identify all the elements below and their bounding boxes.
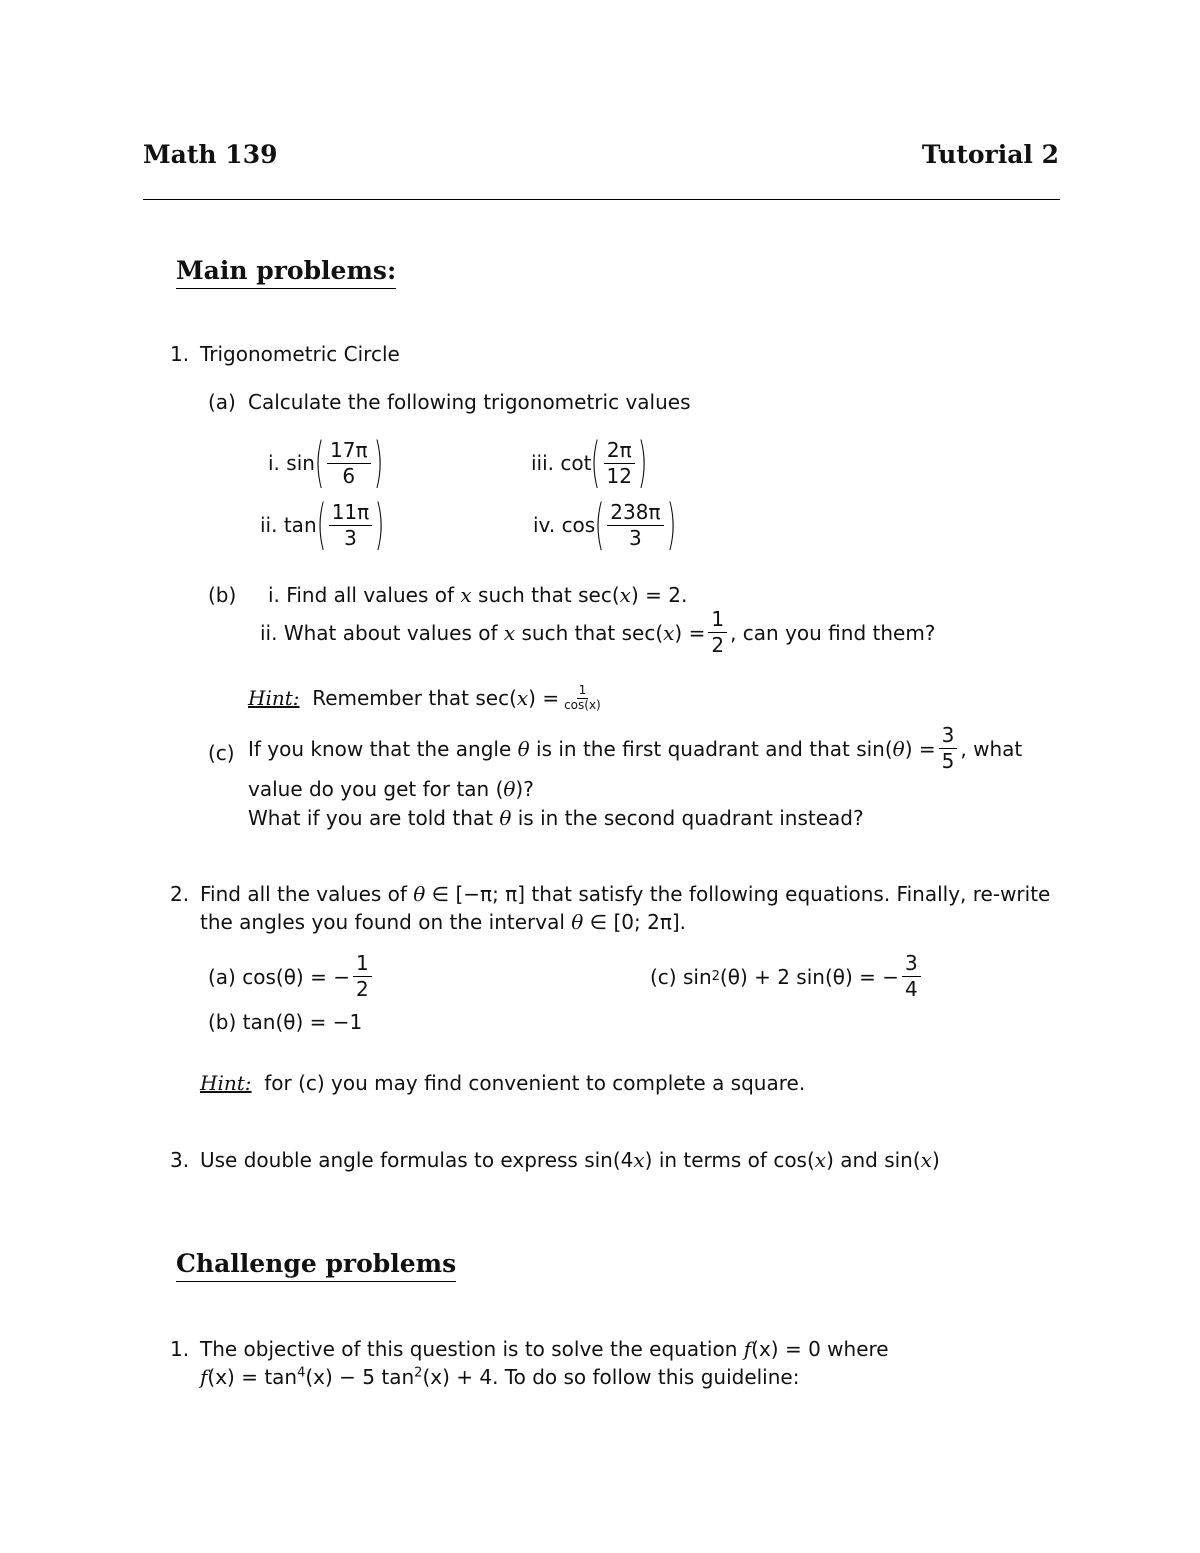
problem-1b-hint: [248, 684, 606, 713]
var-theta: θ: [503, 777, 516, 801]
frac-den: 2: [711, 633, 725, 657]
challenge-problems-heading: Challenge problems: [176, 1249, 456, 1282]
var-x: x: [814, 1148, 827, 1172]
text: ∈ [−π; π] that satisfy the following equations. Finally, re-write: [431, 882, 1051, 906]
problem-1b-label: (b): [208, 583, 237, 607]
course-title: Math 139: [143, 140, 278, 169]
problem-2b: [208, 1010, 362, 1034]
var-theta: θ: [413, 882, 426, 906]
text: )?: [515, 777, 534, 801]
left-paren: (: [314, 431, 325, 494]
challenge-1-line1: [200, 1337, 889, 1361]
item-fn: cot: [560, 451, 592, 475]
text: ) in terms of cos(: [644, 1148, 815, 1172]
text: ) =: [904, 736, 936, 761]
var-theta: θ: [499, 806, 512, 830]
frac-den: 2: [355, 977, 369, 1001]
text: ) = 2.: [630, 583, 688, 607]
problem-1b-i: [268, 583, 687, 607]
item-fn: cos: [561, 513, 596, 537]
frac-num: 238π: [607, 501, 663, 526]
text: value do you get for tan (: [248, 777, 504, 801]
frac-den: cos(x): [564, 697, 601, 712]
right-paren: ): [637, 431, 648, 494]
text: ) =: [528, 686, 560, 711]
text: Find all the values of: [200, 882, 407, 906]
fraction: [562, 684, 603, 713]
text: Find all values of: [286, 583, 455, 607]
problem-1c-line2: [248, 777, 534, 801]
exponent: 2: [414, 1365, 423, 1381]
problem-2-line1: [200, 882, 1050, 906]
frac-num: 1: [578, 683, 587, 697]
text: is in the second quadrant instead?: [517, 806, 864, 830]
right-paren: ): [666, 493, 676, 556]
var-x: x: [619, 583, 631, 607]
problem-2c: (c) sin 2 (θ) + 2 sin(θ) = − $\frac{3}{4}$: [650, 952, 924, 1001]
problem-2-number: 2.: [170, 882, 190, 906]
frac-den: 12: [606, 463, 632, 488]
frac-den: 3: [629, 525, 642, 550]
frac-num: 3: [939, 724, 958, 749]
trig-item-iii: [531, 431, 648, 494]
problem-1-number: 1.: [170, 342, 190, 366]
left-paren: (: [591, 431, 601, 494]
text: is in the first quadrant and that sin(: [536, 736, 893, 761]
tutorial-title: Tutorial 2: [921, 140, 1059, 169]
fraction: [708, 608, 727, 657]
hint-label: Hint:: [200, 1071, 252, 1095]
challenge-1-number: 1.: [170, 1337, 190, 1361]
text: such that sec(: [478, 583, 620, 607]
fraction: [939, 724, 958, 773]
text: ): [931, 1148, 940, 1172]
var-x: x: [663, 620, 675, 645]
text: , what: [960, 736, 1023, 761]
problem-3-text: [200, 1148, 940, 1172]
text: (x) + 4. To do so follow this guideline:: [422, 1365, 800, 1389]
frac-num: 3: [902, 952, 921, 977]
trig-item-ii: [260, 493, 385, 556]
problem-1c-line3: [248, 806, 864, 830]
problem-1b-ii: [260, 608, 935, 657]
frac-num: 11π: [329, 501, 373, 526]
frac-num: 17π: [327, 439, 371, 464]
problem-1c-line1: [248, 724, 1022, 773]
hint-text: for (c) you may find convenient to complete a square.: [264, 1071, 806, 1095]
right-paren: ): [373, 431, 383, 494]
equation: (θ) + 2 sin(θ) = −: [719, 964, 900, 989]
text: What if you are told that: [248, 806, 493, 830]
equation: cos(θ) = −: [242, 964, 350, 989]
frac-den: 3: [344, 525, 357, 550]
item-label: i.: [268, 583, 280, 607]
item-label: i.: [268, 451, 280, 475]
challenge-1-line2: [200, 1365, 799, 1389]
problem-3-number: 3.: [170, 1148, 190, 1172]
left-paren: (: [316, 493, 326, 556]
item-label: (a): [208, 964, 236, 989]
left-paren: (: [595, 493, 605, 556]
text: The objective of this question is to solve the equation: [200, 1337, 738, 1361]
equation: sin: [682, 964, 712, 989]
var-theta: θ: [517, 736, 530, 761]
item-fn: tan: [283, 513, 317, 537]
item-label: iv.: [533, 513, 556, 537]
item-label: ii.: [260, 513, 278, 537]
var-x: x: [920, 1148, 932, 1172]
var-x: x: [633, 1148, 645, 1172]
text: (x) = tan: [207, 1365, 298, 1389]
item-fraction: [327, 439, 371, 488]
problem-1-title: Trigonometric Circle: [200, 342, 400, 366]
text: If you know that the angle: [248, 736, 512, 761]
var-x: x: [460, 583, 472, 607]
fraction: [902, 952, 921, 1001]
problem-1c-label: (c): [208, 741, 235, 765]
frac-den: 5: [941, 749, 955, 773]
exponent: 4: [297, 1365, 306, 1381]
text: , can you find them?: [730, 620, 936, 645]
text: What about values of: [283, 620, 498, 645]
problem-1a-text: Calculate the following trigonometric values: [248, 390, 691, 414]
trig-item-i: [268, 431, 383, 494]
item-fraction: [604, 439, 635, 488]
text: such that sec(: [521, 620, 664, 645]
text: ) and sin(: [826, 1148, 921, 1172]
problem-2a: [208, 952, 375, 1001]
item-fraction: [329, 501, 373, 550]
frac-den: 4: [905, 977, 918, 1001]
frac-num: 1: [353, 952, 372, 977]
frac-num: 1: [708, 608, 727, 633]
var-x: x: [516, 686, 529, 711]
var-f: f: [200, 1365, 208, 1389]
var-theta: θ: [571, 910, 584, 934]
var-theta: θ: [892, 736, 905, 761]
text: ∈ [0; 2π].: [589, 910, 687, 934]
item-fraction: [607, 501, 663, 550]
problem-2-line2: [200, 910, 686, 934]
text: ) =: [674, 620, 706, 645]
hint-label: Hint:: [248, 686, 300, 711]
item-fn: sin: [286, 451, 315, 475]
frac-num: 2π: [604, 439, 635, 464]
right-paren: ): [374, 493, 385, 556]
fraction: [353, 952, 372, 1001]
problem-1a-label: (a): [208, 390, 236, 414]
text: (x) − 5 tan: [305, 1365, 415, 1389]
frac-den: 6: [342, 463, 356, 488]
header-rule: [143, 199, 1060, 200]
trig-item-iv: [533, 493, 676, 556]
text: the angles you found on the interval: [200, 910, 565, 934]
item-label: (c): [650, 964, 677, 989]
item-label: ii.: [260, 620, 278, 645]
main-problems-heading: Main problems:: [176, 256, 396, 289]
var-x: x: [503, 620, 516, 645]
item-label: (b): [208, 1010, 237, 1034]
var-f: f: [743, 1337, 752, 1361]
item-label: iii.: [531, 451, 555, 475]
problem-2-hint: [200, 1071, 805, 1095]
text: (x) = 0 where: [751, 1337, 889, 1361]
equation: tan(θ) = −1: [242, 1010, 363, 1034]
hint-text: Remember that sec(: [312, 686, 517, 711]
text: Use double angle formulas to express sin(4: [200, 1148, 634, 1172]
